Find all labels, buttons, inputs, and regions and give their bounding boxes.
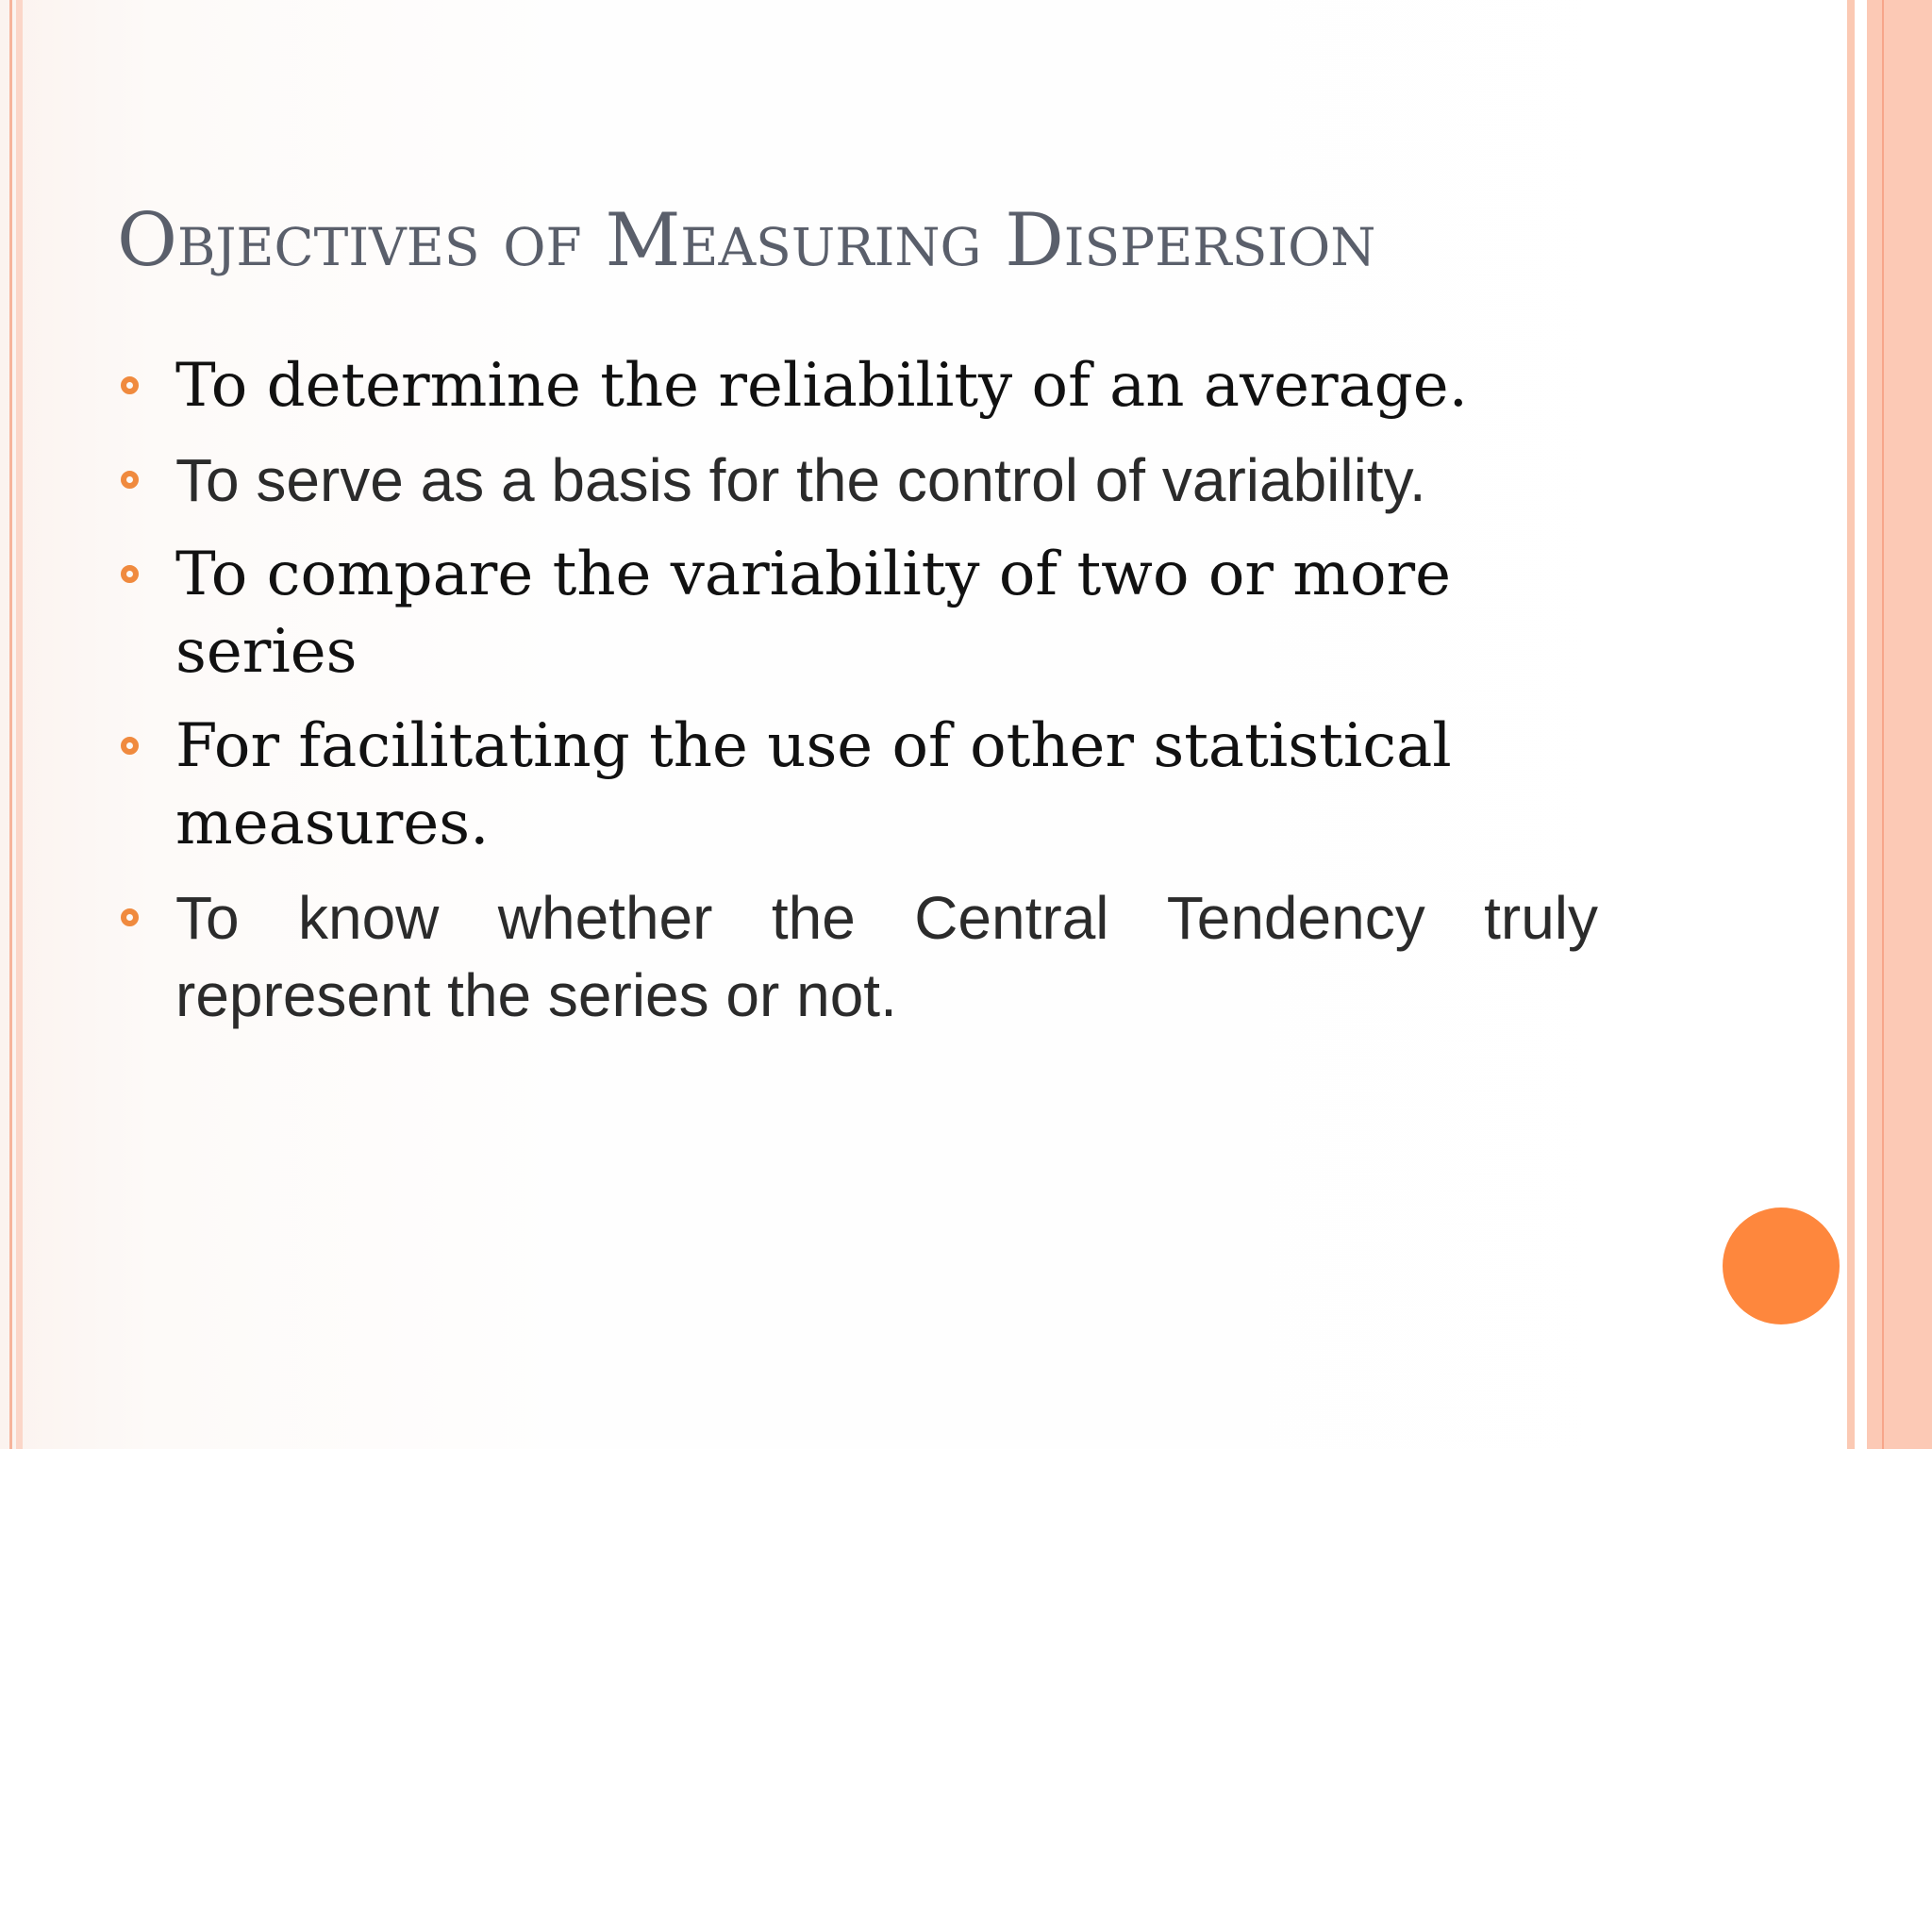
bullet-item: [117, 879, 1598, 1034]
bullet-text: To know whether the Central Tendency truly represent the series or not.: [175, 884, 1598, 1029]
bullet-circle-icon: [121, 908, 139, 926]
bullet-item: [117, 441, 1598, 519]
bullet-item: [117, 536, 1598, 691]
bullet-text: For facilitating the use of other statistical measures.: [175, 711, 1452, 858]
accent-circle: [1723, 1208, 1840, 1324]
bullet-circle-icon: [121, 737, 139, 755]
bullet-circle-icon: [121, 471, 139, 489]
bullet-circle-icon: [121, 376, 139, 394]
right-border-band: [1867, 0, 1932, 1449]
left-border-line: [16, 0, 23, 1449]
bullet-circle-icon: [121, 565, 139, 583]
left-border-line: [9, 0, 12, 1449]
right-border-line: [1882, 0, 1884, 1449]
bullet-text: To determine the reliability of an average.: [175, 351, 1468, 421]
bullet-text: To compare the variability of two or more series: [175, 540, 1451, 687]
bullet-text: To serve as a basis for the control of variability.: [175, 446, 1426, 514]
bullet-item: [117, 708, 1515, 862]
bullet-list: [117, 347, 1598, 1051]
slide-title: Objectives of Measuring Dispersion: [117, 198, 1376, 283]
right-border-line: [1847, 0, 1855, 1449]
bullet-item: [117, 347, 1598, 425]
